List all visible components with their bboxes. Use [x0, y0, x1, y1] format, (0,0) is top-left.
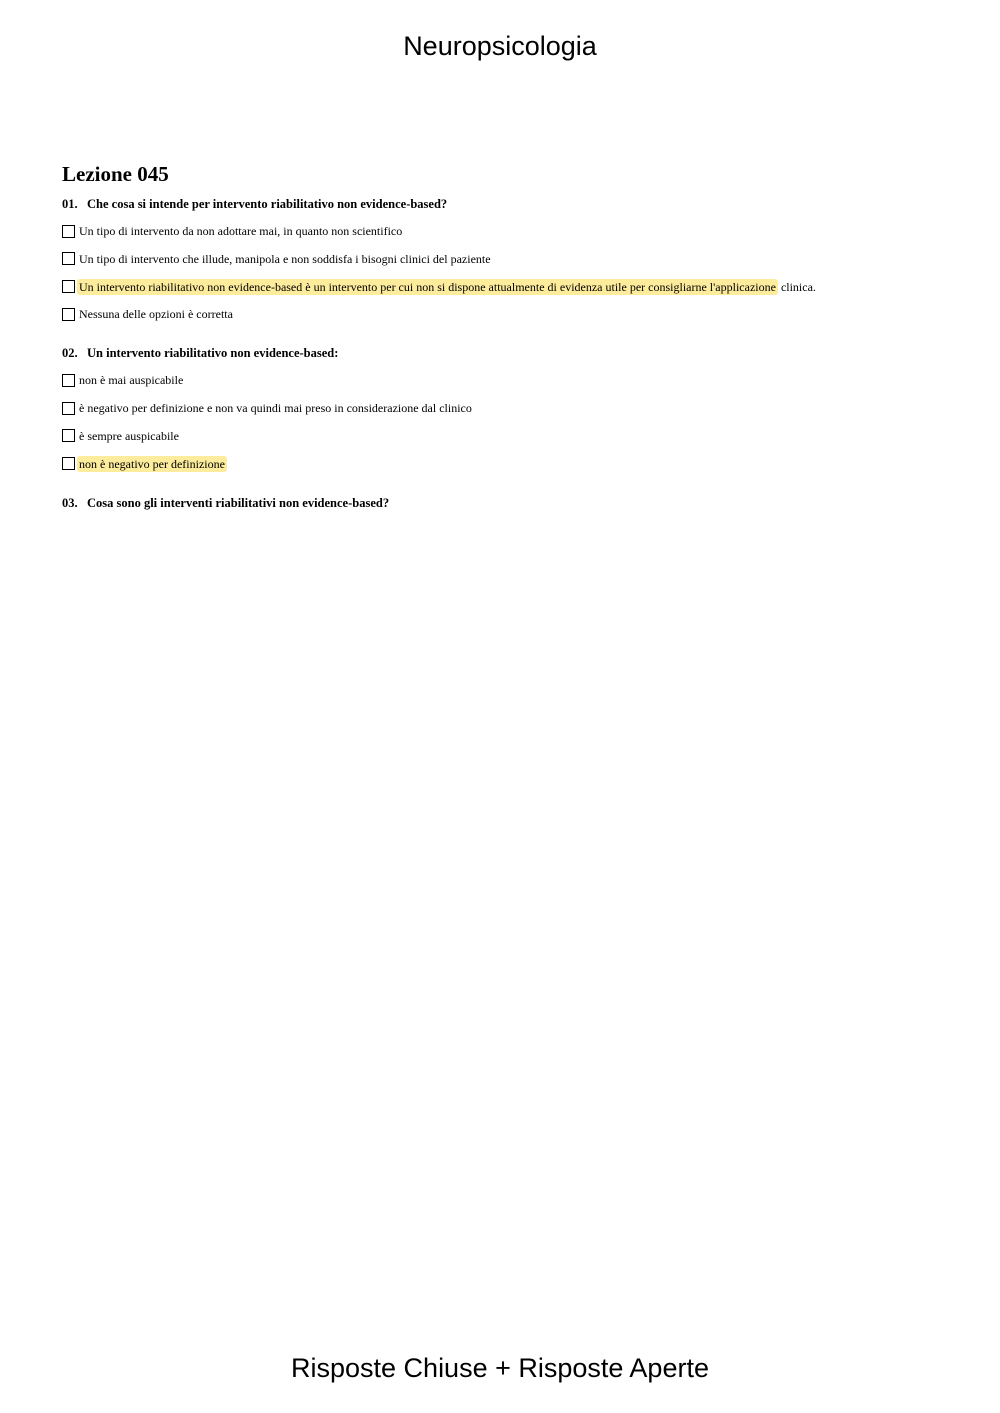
checkbox-icon[interactable]	[62, 308, 75, 321]
answer-option[interactable]	[62, 427, 962, 445]
answer-option-text	[79, 278, 816, 296]
question-text	[62, 196, 962, 212]
checkbox-icon[interactable]	[62, 402, 75, 415]
checkbox-icon[interactable]	[62, 280, 75, 293]
question-number: 02.	[62, 346, 78, 361]
checkbox-icon[interactable]	[62, 225, 75, 238]
answer-text-suffix: clinica.	[777, 279, 816, 294]
answer-option[interactable]	[62, 222, 962, 240]
answer-option-text	[79, 455, 227, 473]
question-number: 03.	[62, 495, 78, 510]
answer-option-text: è sempre auspicabile	[79, 428, 179, 443]
question-number: 01.	[62, 197, 78, 211]
checkbox-icon[interactable]	[62, 457, 75, 470]
answer-option[interactable]	[62, 399, 962, 417]
checkbox-icon[interactable]	[62, 252, 75, 265]
checkbox-icon[interactable]	[62, 429, 75, 442]
answer-option-text: Nessuna delle opzioni è corretta	[79, 307, 233, 322]
question-label: Cosa sono gli interventi riabilitativi non evidence-based?	[87, 495, 390, 510]
question-text	[62, 345, 962, 361]
answer-option-text: Un tipo di intervento da non adottare mai, in quanto non scientifico	[79, 224, 403, 238]
question-text	[62, 495, 962, 511]
question-02	[62, 345, 962, 472]
page-footer-title: Risposte Chiuse + Risposte Aperte	[291, 1353, 709, 1383]
checkbox-icon[interactable]	[62, 374, 75, 387]
page-header-title: Neuropsicologia	[403, 31, 597, 61]
lesson-title: Lezione 045	[62, 162, 169, 186]
highlighted-answer-text: Un intervento riabilitativo non evidence-based è un intervento per cui non si dispone attualmente di evidenza utile per consigliarne l'applicazione	[79, 279, 776, 294]
answer-option-highlighted[interactable]	[62, 455, 962, 473]
answer-option-text: non è mai auspicabile	[79, 373, 184, 388]
answer-option-text: Un tipo di intervento che illude, manipola e non soddisfa i bisogni clinici del paziente	[79, 251, 491, 266]
answer-option[interactable]	[62, 305, 962, 323]
question-01	[62, 196, 962, 323]
answer-option[interactable]	[62, 371, 962, 389]
question-label: Che cosa si intende per intervento riabilitativo non evidence-based?	[87, 197, 448, 211]
answer-option-highlighted[interactable]	[62, 278, 962, 296]
highlighted-answer-text: non è negativo per definizione	[79, 456, 225, 471]
answer-option[interactable]	[62, 250, 962, 268]
question-label: Un intervento riabilitativo non evidence-based:	[87, 346, 339, 361]
document-content	[62, 160, 962, 533]
question-03	[62, 495, 962, 511]
answer-option-text: è negativo per definizione e non va quindi mai preso in considerazione dal clinico	[79, 401, 472, 416]
